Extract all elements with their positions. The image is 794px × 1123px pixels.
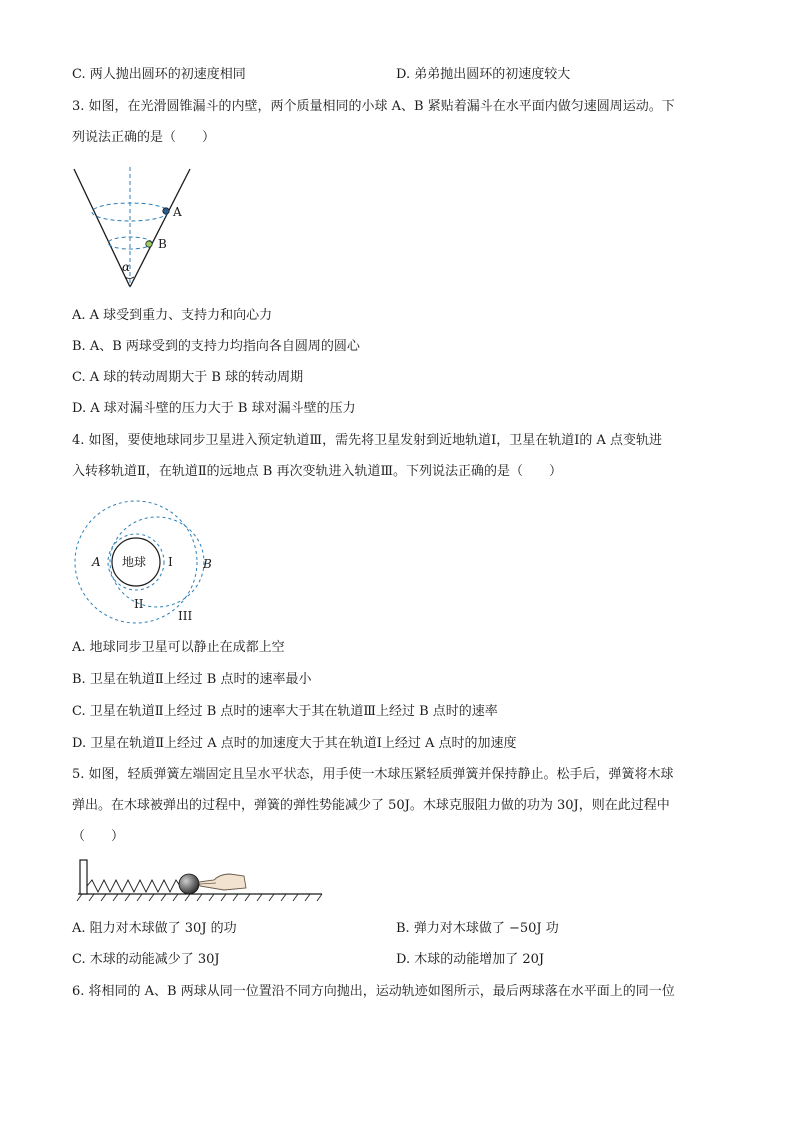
q6-stem-line1: 6. 将相同的 A、B 两球从同一位置沿不同方向抛出，运动轨迹如图所示，最后两球落在水平面上的同一位 <box>72 984 675 999</box>
q4-orbit-figure <box>70 500 230 630</box>
spring <box>87 880 180 892</box>
ball-a <box>163 208 169 214</box>
label-orbit-3: III <box>178 609 193 623</box>
q3-stem-line2: 列说法正确的是（ ） <box>72 130 216 145</box>
q2-option-c: C. 两人抛出圆环的初速度相同 <box>72 67 246 82</box>
q3-option-d: D. A 球对漏斗壁的压力大于 B 球对漏斗壁的压力 <box>72 401 356 416</box>
label-a: A <box>92 555 101 569</box>
hand-icon <box>199 874 246 890</box>
label-orbit-1: I <box>168 555 173 569</box>
q4-stem-line1: 4. 如图，要使地球同步卫星进入预定轨道Ⅲ，需先将卫星发射到近地轨道Ⅰ，卫星在轨道Ⅰ的 A 点变轨进 <box>72 433 662 448</box>
q3-cone-figure <box>70 165 200 295</box>
q3-option-c: C. A 球的转动周期大于 B 球的转动周期 <box>72 370 304 385</box>
q5-stem-line2: 弹出。在木球被弹出的过程中，弹簧的弹性势能减少了 50J。木球克服阻力做的功为 30J，则在此过程中 <box>72 798 670 813</box>
q5-stem-line1: 5. 如图，轻质弹簧左端固定且呈水平状态，用手使一木球压紧轻质弹簧并保持静止。松手后，弹簧将木球 <box>72 767 674 782</box>
q5-spring-figure <box>74 856 324 908</box>
q4-option-a: A. 地球同步卫星可以静止在成都上空 <box>72 640 285 655</box>
ball-b <box>146 241 152 247</box>
q2-option-d: D. 弟弟抛出圆环的初速度较大 <box>396 67 571 82</box>
label-orbit-2: II <box>134 597 144 611</box>
q5-option-d: D. 木球的动能增加了 20J <box>396 952 545 967</box>
wooden-ball <box>179 874 199 894</box>
label-b: B <box>203 557 212 571</box>
q5-stem-line3: （ ） <box>72 829 125 844</box>
q4-option-b: B. 卫星在轨道Ⅱ上经过 B 点时的速率最小 <box>72 672 312 687</box>
q3-stem-line1: 3. 如图，在光滑圆锥漏斗的内壁，两个质量相同的小球 A、B 紧贴着漏斗在水平面内做匀速圆周运动。下 <box>72 99 675 114</box>
label-b: B <box>158 237 167 251</box>
q3-option-a: A. A 球受到重力、支持力和向心力 <box>72 308 273 323</box>
label-alpha: α <box>122 260 131 274</box>
q5-option-c: C. 木球的动能减少了 30J <box>72 952 220 967</box>
q3-option-b: B. A、B 两球受到的支持力均指向各自圆周的圆心 <box>72 339 360 354</box>
q5-option-a: A. 阻力对木球做了 30J 的功 <box>72 921 237 936</box>
q4-option-c: C. 卫星在轨道Ⅱ上经过 B 点时的速率大于其在轨道Ⅲ上经过 B 点时的速率 <box>72 704 498 719</box>
label-a: A <box>173 205 182 219</box>
q5-option-b: B. 弹力对木球做了 −50J 功 <box>396 921 559 936</box>
q4-stem-line2: 入转移轨道Ⅱ，在轨道Ⅱ的远地点 B 再次变轨进入轨道Ⅲ。下列说法正确的是（ ） <box>72 464 563 479</box>
q4-option-d: D. 卫星在轨道Ⅱ上经过 A 点时的加速度大于其在轨道Ⅰ上经过 A 点时的加速度 <box>72 736 517 751</box>
label-earth: 地球 <box>122 555 147 569</box>
wall <box>80 860 87 894</box>
